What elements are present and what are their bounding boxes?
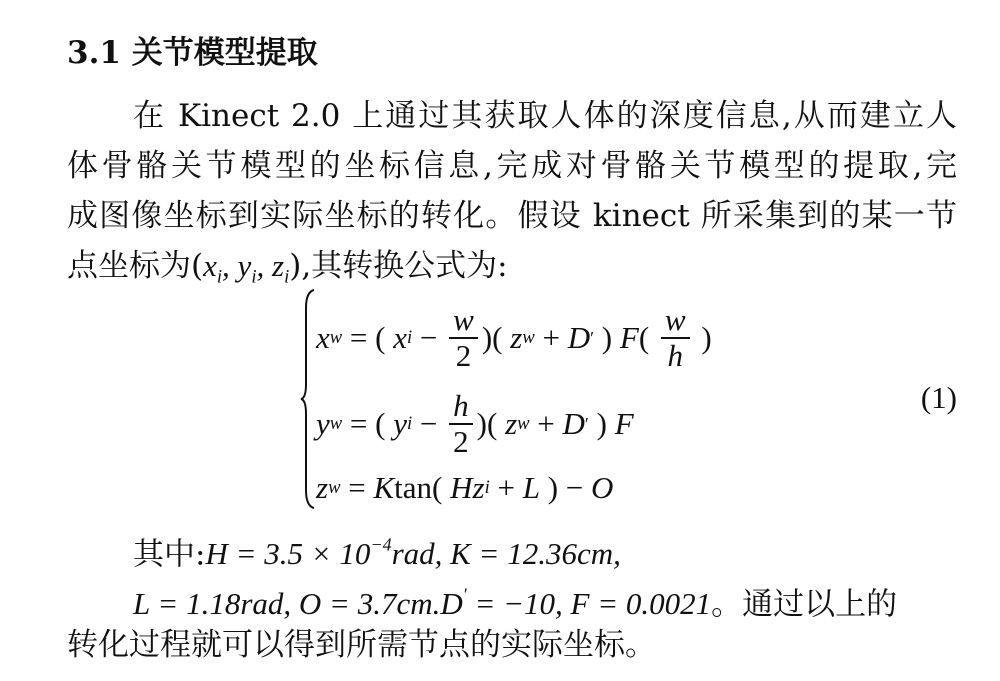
equation-number: (1)	[920, 380, 957, 415]
paragraph-line-1: 在 Kinect 2.0 上通过其获取人体的深度信息,从而建立人	[133, 98, 957, 134]
equation-row-z: z w = K tan( Hz i + L ) − O	[316, 470, 614, 505]
params-line-3: 转化过程就可以得到所需节点的实际坐标。	[67, 627, 656, 663]
section-number: 3.1	[67, 35, 121, 71]
section-heading	[67, 33, 318, 73]
paragraph-line-2: 体骨骼关节模型的坐标信息,完成对骨骼关节模型的提取,完	[67, 148, 957, 184]
fraction-w-over-2: $\frac{w}{2}$	[449, 303, 478, 373]
line4-suffix: ),其转换公式为:	[289, 248, 508, 284]
fraction-h-over-2: $\frac{h}{2}$	[449, 389, 473, 459]
params-line-1	[133, 525, 957, 574]
node-coordinates: $x_i$, $y_i$, $z_i$	[203, 248, 290, 288]
line4-prefix: 点坐标为(	[67, 248, 204, 284]
paragraph-line-3: 成图像坐标到实际坐标的转化。假设 kinect 所采集到的某一节	[67, 198, 957, 234]
equation-row-y: y w = ( y i − $\frac{h}{2}$ )( z w + D ′ ) F	[316, 388, 634, 459]
equation-system	[300, 288, 800, 510]
section-title: 关节模型提取	[131, 35, 318, 71]
equation-row-x: x w = ( x i − $\frac{w}{2}$ )( z w + D ′ ) F ( $\frac{w}{h}$ )	[316, 302, 712, 373]
params-line-2	[133, 575, 957, 624]
fraction-w-over-h: $\frac{w}{h}$	[661, 303, 690, 373]
params-values-2: L = 1.18rad, O = 3.7cm.D′ = −10, F = 0.0021	[133, 585, 712, 622]
params-values-1: $H = 3.5 \times 10^{-4}rad$, K = 12.36cm,	[205, 535, 621, 572]
params-prefix: 其中:	[133, 536, 206, 573]
params-suffix: 。通过以上的	[711, 586, 898, 623]
left-brace	[300, 288, 316, 510]
